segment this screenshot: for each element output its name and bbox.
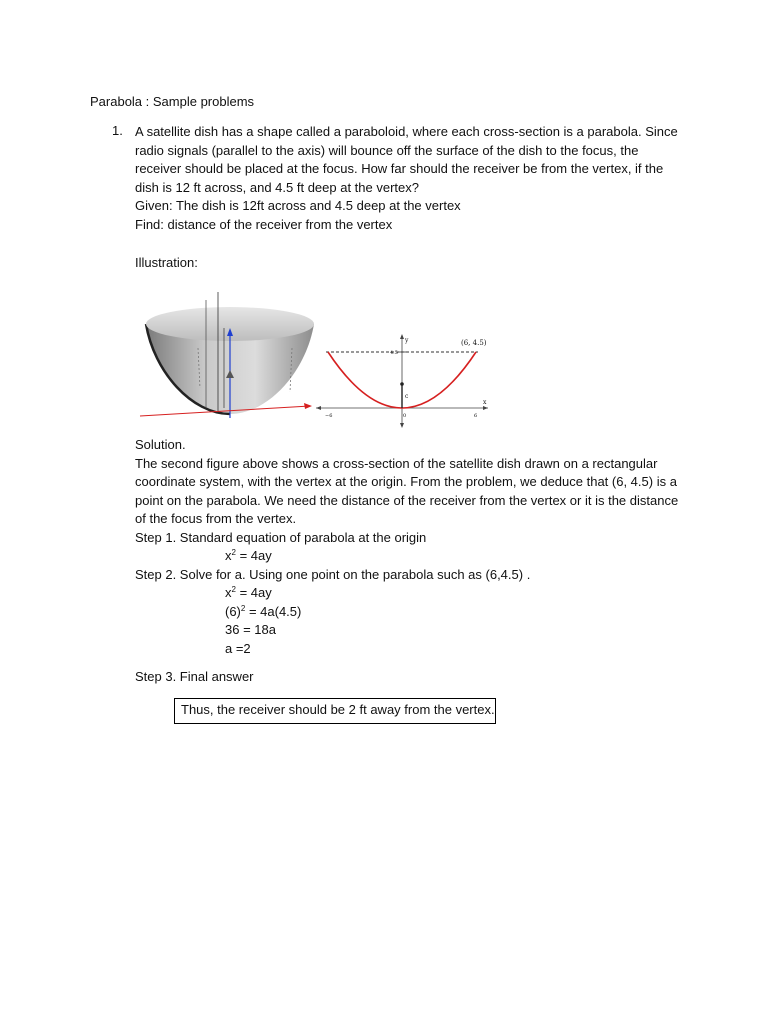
equation-3: $(6)^2 = 4a(4.5)$ [225,603,302,619]
solution-block [135,436,680,687]
cross-section-graph [316,334,488,428]
solution-paragraph: The second figure above shows a cross-section of the satellite dish drawn on a rectangular coordinate system, with the vertex at the origin. From the problem, we deduce that (6, 4.5) is a point on the parabola. We need the distance of the receiver from the vertex or it is the distance of the focus from the vertex. [135,455,679,526]
final-answer-box: Thus, the receiver should be 2 ft away from the vertex. [174,698,496,724]
find-line: Find: distance of the receiver from the vertex [135,216,393,232]
illustration-figure [138,288,498,430]
solution-title: Solution. [135,437,186,452]
y-axis-label: y [405,337,409,344]
problem-number: 1. [112,123,123,138]
step-3: Step 3. Final answer [135,669,254,684]
focus-label: c [405,393,409,400]
equation-2: $x^2 = 4ay$ [225,585,272,600]
illustration-label: Illustration: [135,255,198,270]
step-1: Step 1. Standard equation of parabola at the origin [135,529,427,545]
point-label: (6, 4.5) [461,339,487,347]
step-2: Step 2. Solve for a. Using one point on the parabola such as (6,4.5) . [135,566,531,582]
x-tick-zero: 0 [403,413,407,419]
problem-block [135,123,680,234]
problem-statement: A satellite dish has a shape called a paraboloid, where each cross-section is a parabola. Since radio signals (parallel to the axis) will bounce off the surface of the dish to the focus, the receiver should be placed at the focus. How far should the receiver be from the vertex, if the dish is 12 ft across, and 4.5 ft deep at the vertex? [135,124,678,195]
y-tick-label: 4.5 [390,350,398,356]
equation-5: a =2 [225,640,251,656]
satellite-dish-3d [140,292,314,418]
equation-1: $x^2 = 4ay$ [225,548,272,563]
x-tick-neg: −6 [325,413,333,419]
x-tick-pos: 6 [474,413,478,419]
page-title: Parabola : Sample problems [90,94,255,109]
given-line: Given: The dish is 12ft across and 4.5 deep at the vertex [135,198,461,213]
equation-4: 36 = 18a [225,622,276,637]
x-axis-label: x [483,399,487,406]
